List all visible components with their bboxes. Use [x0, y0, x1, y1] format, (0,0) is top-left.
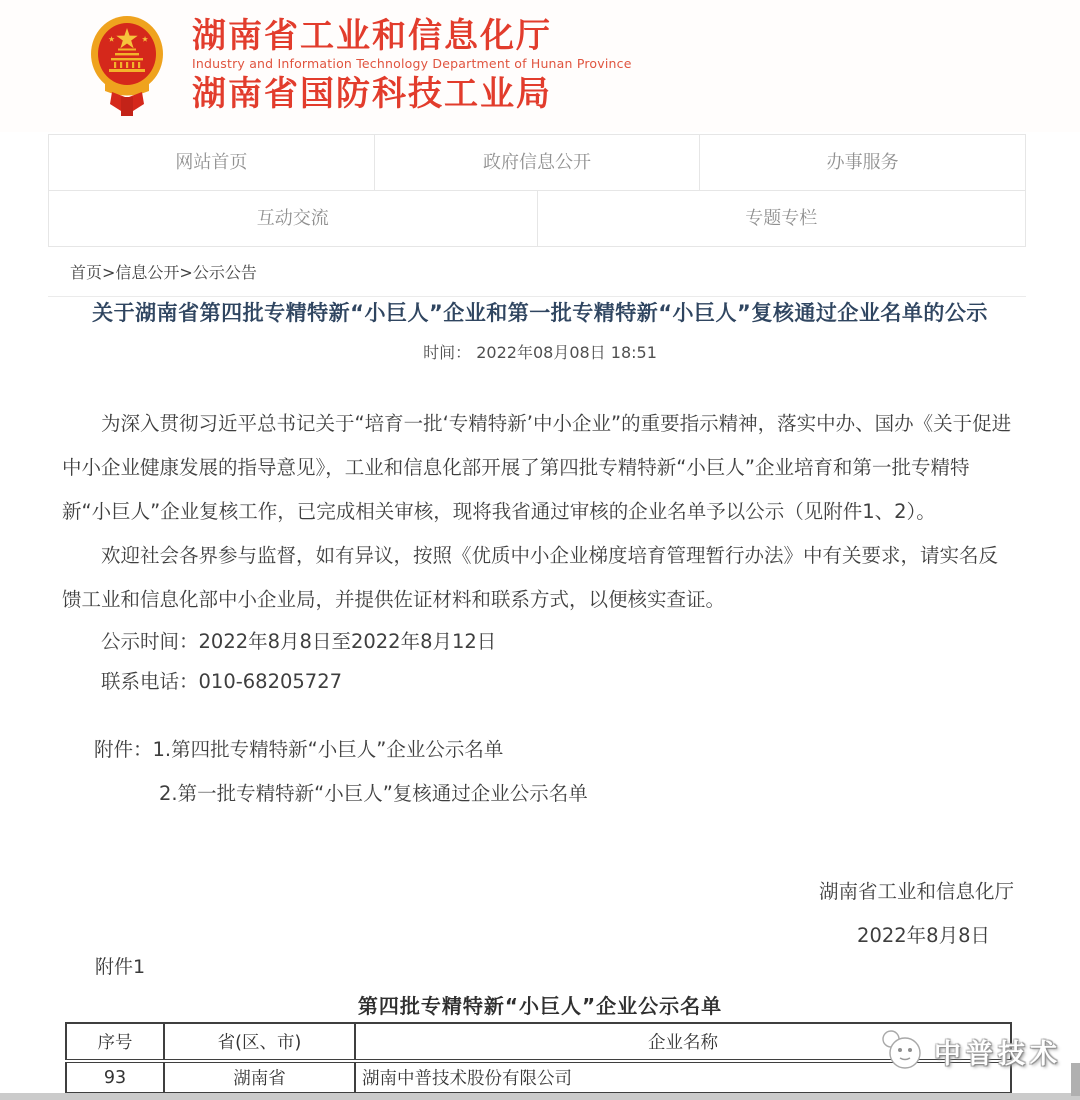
- publish-time: [0, 340, 1080, 363]
- attachment-link-2[interactable]: 2.第一批专精特新“小巨人”复核通过企业公示名单: [159, 782, 588, 805]
- attachment-link-2-line: [62, 772, 1014, 816]
- site-header: [0, 0, 1080, 132]
- attachment-link-1-line: [62, 728, 1014, 772]
- breadcrumb-bar: [48, 252, 1026, 297]
- signature-block: [62, 870, 1014, 958]
- nav-item-gov-info[interactable]: 政府信息公开: [375, 135, 701, 191]
- org-name-cn2: 湖南省国防科技工业局: [192, 74, 552, 114]
- table-row: [66, 1061, 1011, 1093]
- cell-province: 湖南省: [164, 1061, 355, 1093]
- cell-enterprise: 湖南中普技术股份有限公司: [355, 1061, 1011, 1093]
- signature-org: 湖南省工业和信息化厅: [818, 880, 1014, 903]
- org-title-block: [192, 16, 632, 114]
- page-title: 关于湖南省第四批专精特新“小巨人”企业和第一批专精特新“小巨人”复核通过企业名单的公示: [92, 301, 988, 325]
- publish-time-label: 时间：: [423, 343, 472, 362]
- signature-date: 2022年8月8日: [857, 924, 990, 947]
- paragraph-2: 欢迎社会各界参与监督，如有异议，按照《优质中小企业梯度培育管理暂行办法》中有关要求，请实名反馈工业和信息化部中小企业局，并提供佐证材料和联系方式，以便核实查证。: [62, 544, 999, 611]
- table-header-row: [66, 1023, 1011, 1061]
- attachments-list: [62, 728, 1014, 816]
- paragraph-1: 为深入贯彻习近平总书记关于“培育一批‘专精特新’中小企业”的重要指示精神，落实中办、国办《关于促进中小企业健康发展的指导意见》，工业和信息化部开展了第四批专精特新“小巨人”企业培育和第一批专精特新“小巨人”企业复核工作，已完成相关审核，现将我省通过审核的企业名单予以公示（见附件1、2）。: [62, 412, 1012, 523]
- nav-item-services[interactable]: 办事服务: [700, 135, 1026, 191]
- annex1-table-title: 第四批专精特新“小巨人”企业公示名单: [357, 994, 723, 1018]
- col-header-enterprise: 企业名称: [355, 1023, 1011, 1061]
- cell-index: 93: [66, 1061, 164, 1093]
- annex1-label: 附件1: [95, 956, 146, 978]
- article-body: [62, 402, 1014, 958]
- bottom-crop-strip: [0, 1093, 1080, 1100]
- org-name-en: Industry and Information Technology Department of Hunan Province: [192, 56, 632, 71]
- nav-item-special-topics[interactable]: 专题专栏: [538, 191, 1027, 247]
- corner-scroll-block: [1071, 1063, 1080, 1096]
- nav-row-1: [49, 135, 1026, 191]
- nav-item-home[interactable]: 网站首页: [49, 135, 375, 191]
- main-nav: [48, 134, 1026, 247]
- enterprise-table: [65, 1022, 1012, 1094]
- publicity-period: 公示时间：2022年8月8日至2022年8月12日: [101, 630, 497, 653]
- watermark: [876, 1026, 1062, 1076]
- org-name-cn: 湖南省工业和信息化厅: [192, 16, 552, 56]
- attachment-link-1[interactable]: 1.第四批专精特新“小巨人”企业公示名单: [152, 738, 504, 761]
- publish-time-value: 2022年08月08日 18:51: [476, 343, 657, 362]
- breadcrumb[interactable]: 首页>信息公开>公示公告: [70, 263, 257, 282]
- national-emblem-icon: [88, 12, 166, 118]
- watermark-text: 中普技术: [934, 1038, 1062, 1070]
- attachments-label: 附件：: [94, 738, 153, 761]
- nav-item-interaction[interactable]: 互动交流: [49, 191, 538, 247]
- col-header-province: 省(区、市): [164, 1023, 355, 1061]
- nav-row-2: [49, 191, 1026, 247]
- col-header-index: 序号: [66, 1023, 164, 1061]
- contact-phone: 联系电话：010-68205727: [101, 670, 343, 693]
- zhongpu-logo-icon: [876, 1026, 928, 1076]
